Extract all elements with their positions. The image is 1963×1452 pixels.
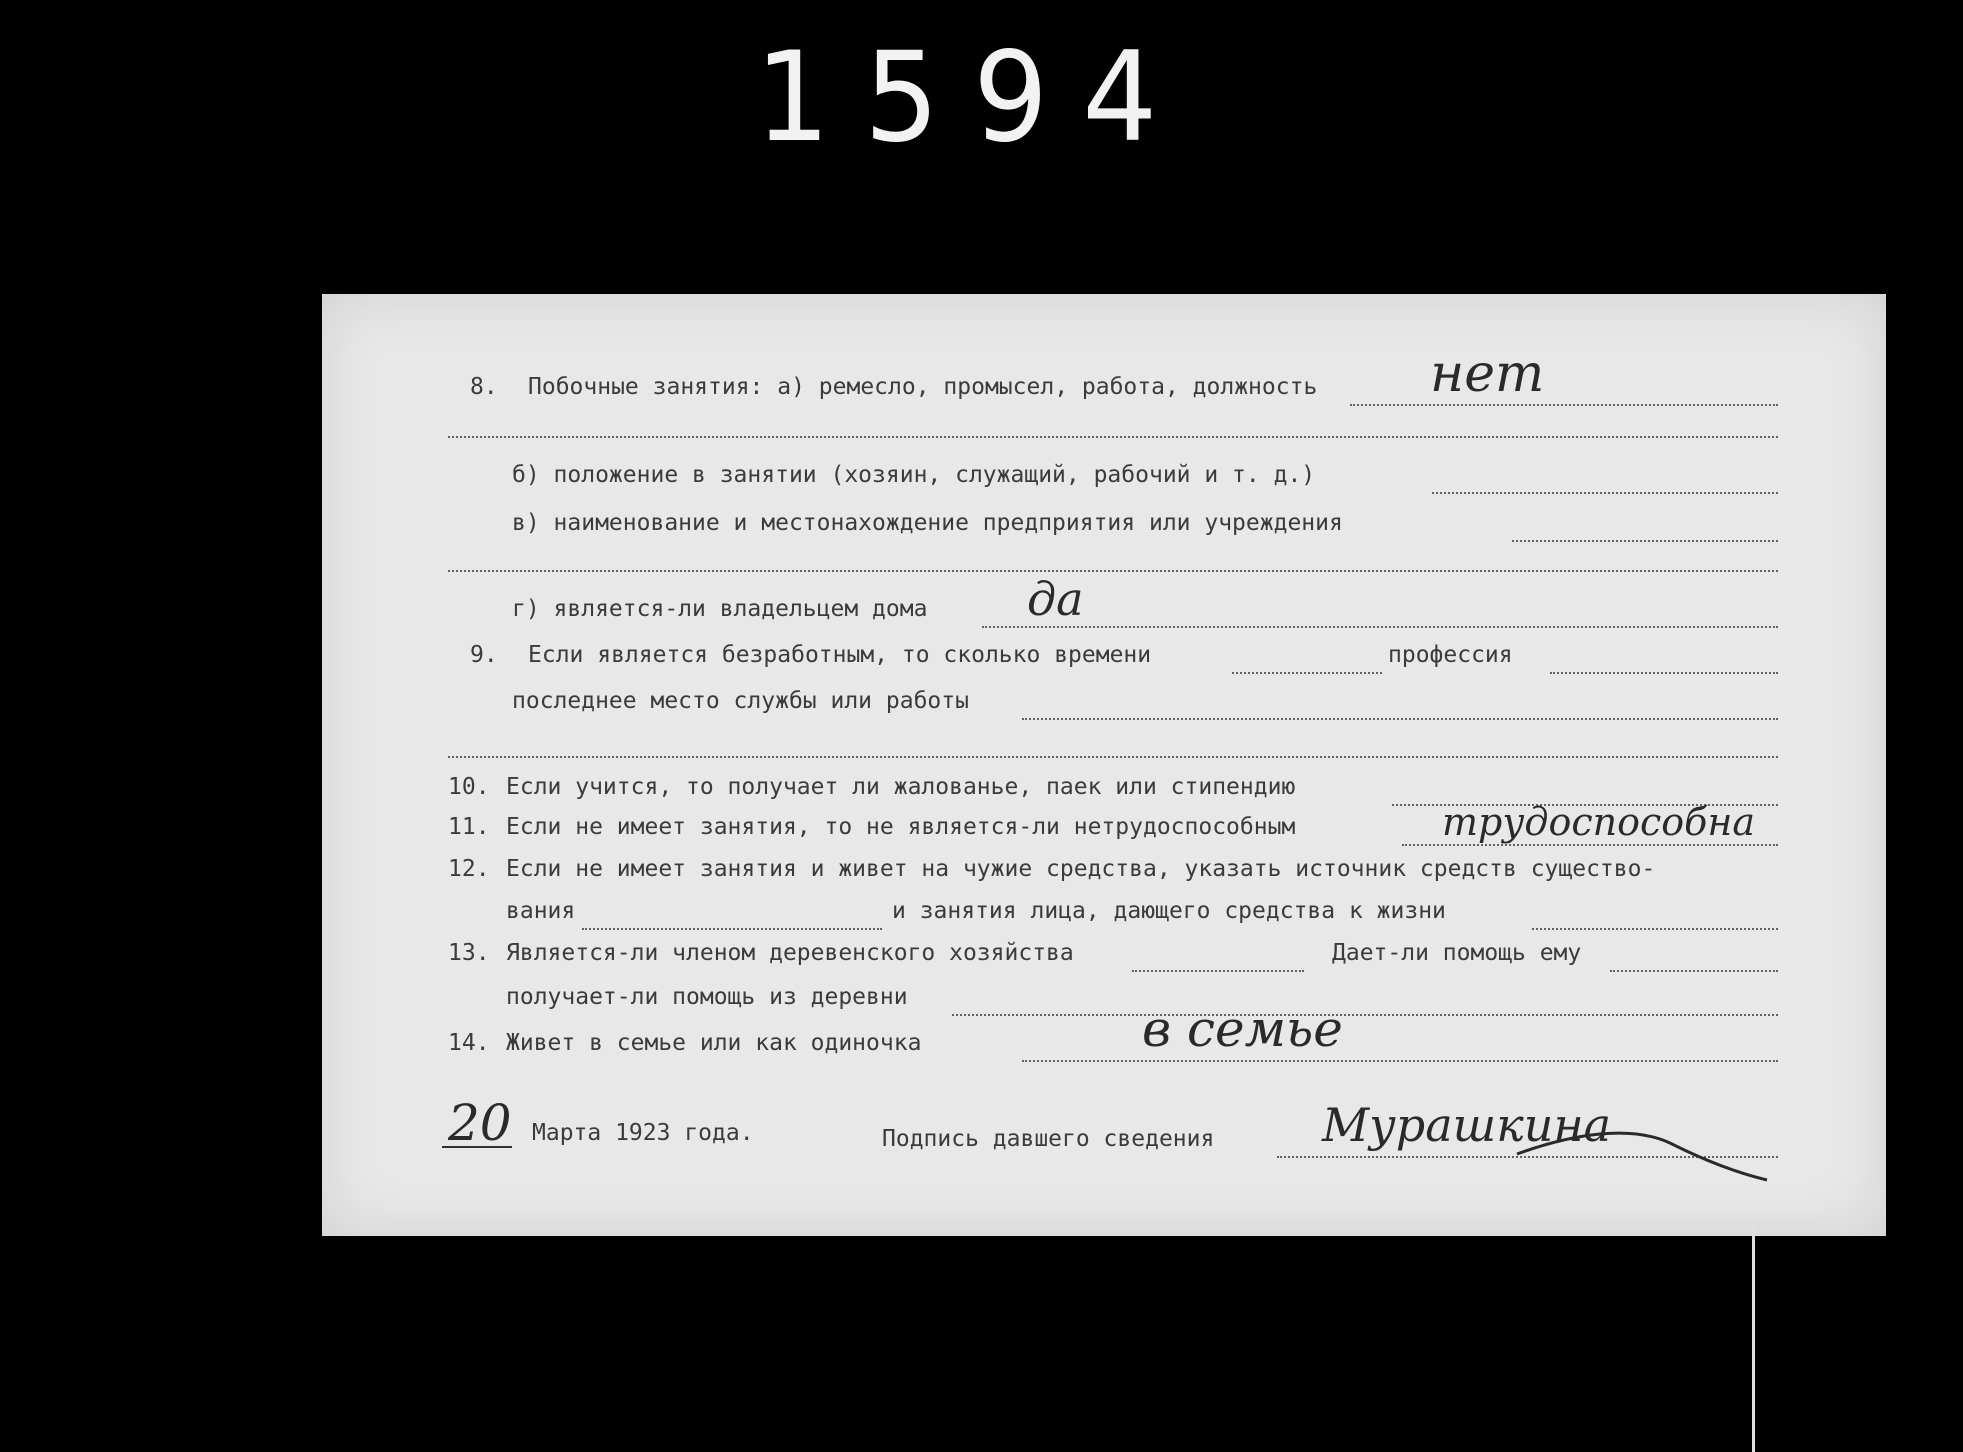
item-number: 14. bbox=[448, 1030, 490, 1056]
item-9-last-place bbox=[512, 688, 969, 714]
item-text: Дает-ли помощь ему bbox=[1332, 940, 1582, 966]
item-8b-line bbox=[512, 462, 1315, 488]
handwritten-disability: трудоспособна bbox=[1442, 800, 1756, 844]
item-8-line bbox=[470, 374, 1317, 400]
item-8g-line bbox=[512, 596, 927, 622]
item-9-line bbox=[470, 642, 1151, 668]
handwritten-signature: Мурашкина bbox=[1322, 1098, 1612, 1152]
item-text: вания bbox=[506, 898, 576, 924]
item-text: Побочные занятия: а) ремесло, промысел, работа, должность bbox=[528, 374, 1318, 400]
answer-rule bbox=[1610, 970, 1778, 972]
item-13-cont bbox=[506, 984, 908, 1010]
answer-rule bbox=[1232, 672, 1382, 674]
item-text: Если учится, то получает ли жалованье, паек или стипендию bbox=[506, 774, 1296, 800]
item-12-cont bbox=[506, 898, 575, 924]
item-text: получает-ли помощь из деревни bbox=[506, 984, 908, 1010]
item-10-line bbox=[448, 774, 1295, 800]
answer-rule bbox=[1350, 404, 1778, 406]
item-text: Живет в семье или как одиночка bbox=[506, 1030, 922, 1056]
item-number: 10. bbox=[448, 774, 490, 800]
item-text: б) положение в занятии (хозяин, служащий, рабочий и т. д.) bbox=[512, 462, 1316, 488]
item-text: Если является безработным, то сколько времени bbox=[528, 642, 1152, 668]
item-text: Если не имеет занятия, то не является-ли нетрудоспособным bbox=[506, 814, 1296, 840]
handwritten-date-day: 20 bbox=[448, 1094, 512, 1152]
film-edge-line bbox=[1752, 1222, 1755, 1452]
item-11-line bbox=[448, 814, 1295, 840]
answer-rule bbox=[982, 626, 1778, 628]
item-number: 13. bbox=[448, 940, 490, 966]
date-day-rule bbox=[442, 1146, 512, 1148]
item-text: г) является-ли владельцем дома bbox=[512, 596, 928, 622]
answer-rule bbox=[448, 436, 1778, 438]
signature-label-text: Подпись давшего сведения bbox=[882, 1126, 1215, 1152]
answer-rule bbox=[1402, 844, 1778, 846]
answer-rule bbox=[1432, 492, 1778, 494]
item-text: Является-ли членом деревенского хозяйства bbox=[506, 940, 1074, 966]
item-text: Если не имеет занятия и живет на чужие средства, указать источник средств существо- bbox=[506, 856, 1656, 882]
answer-rule bbox=[1512, 540, 1778, 542]
answer-rule bbox=[1132, 970, 1304, 972]
frame-number: 1594 bbox=[755, 24, 1192, 170]
item-13-help bbox=[1332, 940, 1581, 966]
answer-rule bbox=[952, 1014, 1778, 1016]
answer-rule bbox=[448, 570, 1778, 572]
signature-label bbox=[882, 1126, 1214, 1152]
date-text-label: Марта 1923 года. bbox=[532, 1120, 754, 1146]
item-12-cont2 bbox=[892, 898, 1446, 924]
answer-rule bbox=[1022, 1060, 1778, 1062]
item-14-line bbox=[448, 1030, 921, 1056]
item-text: и занятия лица, дающего средства к жизни bbox=[892, 898, 1446, 924]
item-number: 8. bbox=[470, 374, 498, 400]
answer-rule bbox=[1532, 928, 1778, 930]
handwritten-house-owner: да bbox=[1027, 572, 1084, 626]
item-12-line bbox=[448, 856, 1655, 882]
answer-rule bbox=[1022, 718, 1778, 720]
answer-rule bbox=[582, 928, 882, 930]
handwritten-occupation: нет bbox=[1430, 344, 1545, 404]
item-number: 9. bbox=[470, 642, 498, 668]
handwritten-family: в семье bbox=[1142, 1000, 1343, 1058]
answer-rule bbox=[1550, 672, 1778, 674]
item-9-profession bbox=[1388, 642, 1513, 668]
item-number: 11. bbox=[448, 814, 490, 840]
signature-flourish bbox=[1512, 1114, 1772, 1184]
item-8v-line bbox=[512, 510, 1343, 536]
answer-rule bbox=[448, 756, 1778, 758]
item-13-line bbox=[448, 940, 1074, 966]
item-number: 12. bbox=[448, 856, 490, 882]
item-text: в) наименование и местонахождение предприятия или учреждения bbox=[512, 510, 1343, 536]
date-text bbox=[532, 1120, 754, 1146]
census-card bbox=[322, 294, 1886, 1236]
item-text: последнее место службы или работы bbox=[512, 688, 969, 714]
item-text: профессия bbox=[1388, 642, 1513, 668]
